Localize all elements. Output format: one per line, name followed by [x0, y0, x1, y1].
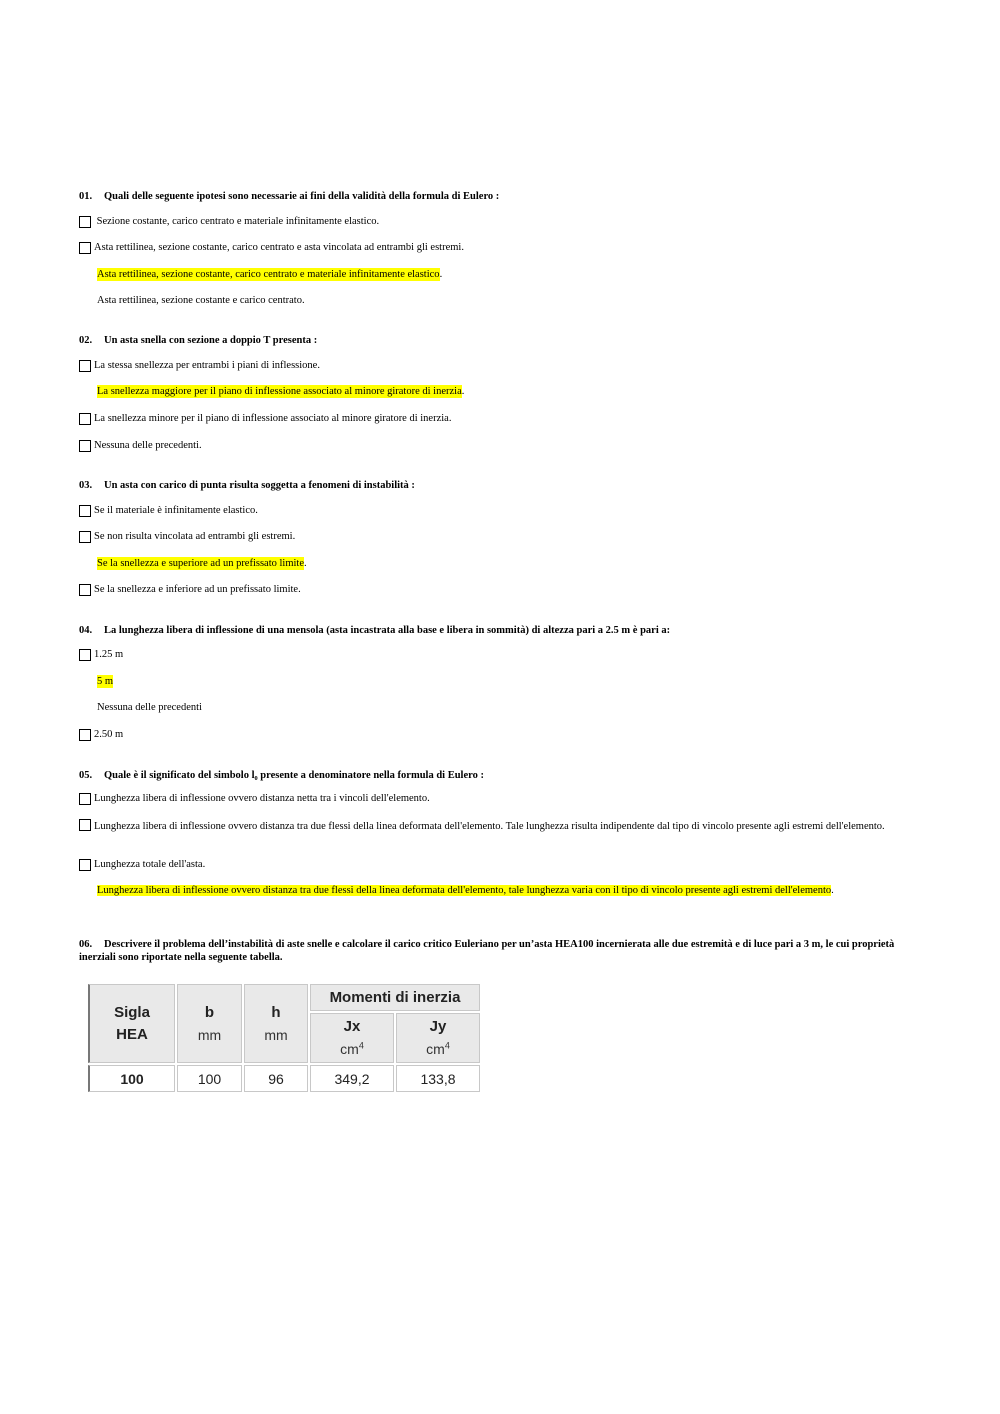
header-unit: mm — [264, 1026, 288, 1043]
checkbox[interactable] — [79, 505, 91, 517]
q01-option-1[interactable] — [79, 215, 379, 228]
cell-b: 100 — [177, 1065, 242, 1092]
option-label: La snellezza minore per il piano di inflessione associato al minore giratore di inerzia. — [94, 413, 452, 424]
header-symbol: Sigla — [114, 1003, 150, 1021]
checkbox[interactable] — [79, 793, 91, 805]
question-02-title — [79, 334, 317, 347]
unit-text: cm — [340, 1041, 359, 1057]
highlighted-answer: Asta rettilinea, sezione costante, carico centrato e materiale infinitamente elastico — [97, 269, 440, 280]
q03-option-3-correct — [79, 557, 307, 570]
question-number: 01. — [79, 191, 93, 202]
option-label: La stessa snellezza per entrambi i piani di inflessione. — [94, 360, 320, 371]
q04-option-1[interactable] — [79, 648, 123, 661]
option-label: Se il materiale è infinitamente elastico. — [94, 505, 258, 516]
cell-h: 96 — [244, 1065, 308, 1092]
question-number: 05. — [79, 770, 93, 781]
option-label: Lunghezza libera di inflessione ovvero distanza netta tra i vincoli dell'elemento. — [94, 793, 430, 804]
header-jx — [310, 1013, 394, 1063]
option-label: 2.50 m — [94, 729, 124, 740]
option-label: Se la snellezza e inferiore ad un prefissato limite. — [94, 584, 301, 595]
highlighted-answer: Lunghezza libera di inflessione ovvero distanza tra due flessi della linea deformata dell'elemento, tale lunghezza varia con il tipo di vincolo presente agli estremi dell'elemento — [97, 885, 832, 896]
q05-option-2[interactable] — [79, 819, 889, 833]
checkbox[interactable] — [79, 584, 91, 596]
question-text: Descrivere il problema dell’instabilità di aste snelle e calcolare il carico critico Euleriano per un’asta HEA100 incernierata alle due estremità e di luce pari a 3 m, le cui proprietà inerziali sono riportate nella seguente tabella. — [79, 939, 895, 963]
highlighted-answer: 5 m — [97, 676, 114, 687]
table — [86, 982, 482, 1094]
question-number: 03. — [79, 480, 93, 491]
question-text: Quale è il significato del simbolo l₀ presente a denominatore nella formula di Eulero : — [104, 770, 484, 781]
q01-option-2[interactable] — [79, 241, 464, 254]
question-01-title — [79, 190, 499, 203]
checkbox[interactable] — [79, 413, 91, 425]
question-text: Un asta con carico di punta risulta soggetta a fenomeni di instabilità : — [104, 480, 415, 491]
checkbox[interactable] — [79, 819, 91, 831]
q05-option-1[interactable] — [79, 792, 430, 805]
header-unit: HEA — [116, 1025, 148, 1043]
q02-option-3[interactable] — [79, 412, 451, 425]
q02-option-4[interactable] — [79, 439, 202, 452]
cell-jx: 349,2 — [310, 1065, 394, 1092]
option-suffix: . — [304, 558, 307, 569]
header-sigla — [88, 984, 175, 1063]
option-label: Se non risulta vincolata ad entrambi gli estremi. — [94, 531, 296, 542]
highlighted-answer: La snellezza maggiore per il piano di inflessione associato al minore giratore di inerzia — [97, 386, 462, 397]
option-suffix: . — [439, 269, 443, 280]
header-unit — [311, 1038, 393, 1060]
q02-option-1[interactable] — [79, 359, 320, 372]
checkbox[interactable] — [79, 242, 91, 254]
hea-properties-table — [86, 982, 482, 1094]
question-number: 04. — [79, 625, 93, 636]
highlighted-answer: Se la snellezza e superiore ad un prefissato limite — [97, 558, 305, 569]
header-symbol: b — [204, 1003, 215, 1021]
checkbox[interactable] — [79, 859, 91, 871]
unit-text: cm — [426, 1041, 445, 1057]
header-symbol: h — [271, 1003, 281, 1021]
header-b — [177, 984, 242, 1063]
q03-option-4[interactable] — [79, 583, 301, 596]
checkbox[interactable] — [79, 729, 91, 741]
option-label: Lunghezza totale dell'asta. — [94, 859, 206, 870]
option-suffix: . — [461, 386, 465, 397]
q02-option-2-correct — [79, 385, 464, 398]
table-row — [88, 1065, 480, 1092]
checkbox[interactable] — [79, 531, 91, 543]
header-unit: mm — [197, 1026, 222, 1043]
question-05-title — [79, 769, 484, 782]
question-text: Quali delle seguente ipotesi sono necessarie ai fini della validità della formula di Eulero : — [104, 191, 500, 202]
q04-option-3 — [79, 701, 202, 714]
unit-exponent: 4 — [358, 1040, 364, 1051]
q03-option-2[interactable] — [79, 530, 295, 543]
cell-sigla: 100 — [88, 1065, 175, 1092]
checkbox[interactable] — [79, 649, 91, 661]
q01-option-4 — [79, 294, 305, 307]
question-text: Un asta snella con sezione a doppio T presenta : — [104, 335, 318, 346]
option-label: Sezione costante, carico centrato e materiale infinitamente elastico. — [96, 216, 380, 227]
cell-jy: 133,8 — [396, 1065, 480, 1092]
q01-option-3-correct — [79, 268, 442, 281]
checkbox[interactable] — [79, 440, 91, 452]
header-symbol: Jy — [429, 1018, 447, 1035]
option-label: 1.25 m — [94, 649, 124, 660]
question-04-title — [79, 624, 670, 637]
checkbox[interactable] — [79, 360, 91, 372]
q05-option-4-correct — [79, 884, 879, 897]
option-label: Asta rettilinea, sezione costante, carico centrato e asta vincolata ad entrambi gli estremi. — [94, 242, 464, 253]
q03-option-1[interactable] — [79, 504, 258, 517]
option-label: Nessuna delle precedenti — [97, 702, 202, 713]
q05-option-3[interactable] — [79, 858, 205, 871]
header-symbol: Jx — [343, 1018, 361, 1035]
question-number: 02. — [79, 335, 93, 346]
header-group-momenti: Momenti di inerzia — [310, 984, 480, 1011]
option-suffix: . — [831, 885, 834, 896]
question-number: 06. — [79, 939, 93, 950]
option-label: Lunghezza libera di inflessione ovvero distanza tra due flessi della linea deformata dell'elemento. Tale lunghezza risulta indipendente dal tipo di vincolo presente agli estremi dell'elemento. — [94, 821, 885, 832]
header-jy — [396, 1013, 480, 1063]
unit-exponent: 4 — [444, 1040, 450, 1051]
header-unit — [397, 1038, 479, 1060]
question-text: La lunghezza libera di inflessione di una mensola (asta incastrata alla base e libera in sommità) di altezza pari a 2.5 m è pari a: — [104, 625, 671, 636]
checkbox[interactable] — [79, 216, 91, 228]
option-label: Asta rettilinea, sezione costante e carico centrato. — [97, 295, 305, 306]
question-03-title — [79, 479, 415, 492]
q04-option-4[interactable] — [79, 728, 123, 741]
header-h — [244, 984, 308, 1063]
q04-option-2-correct — [79, 675, 113, 688]
question-06-title — [79, 938, 914, 964]
option-label: Nessuna delle precedenti. — [94, 440, 202, 451]
